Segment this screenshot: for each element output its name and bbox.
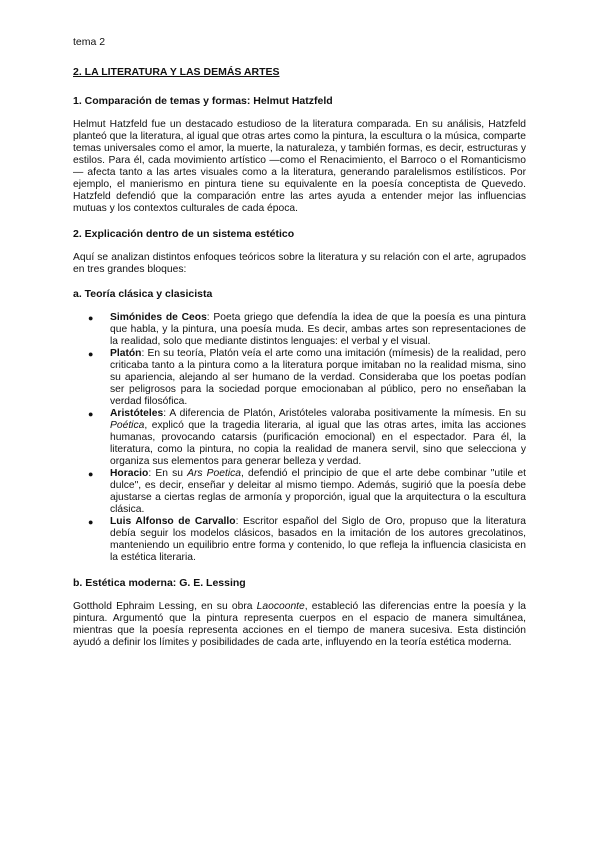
bullet-icon: ● — [88, 409, 94, 419]
lessing-text-before: Gotthold Ephraim Lessing, en su obra — [73, 601, 257, 612]
item-text-before: : A diferencia de Platón, Aristóteles valoraba positivamente la mímesis. En su — [163, 408, 526, 419]
bullet-icon: ● — [88, 313, 94, 323]
list-item-horacio — [73, 468, 526, 516]
lessing-paragraph — [73, 601, 526, 649]
section2-heading: 2. Explicación dentro de un sistema estético — [73, 228, 295, 240]
subsection-a-heading: a. Teoría clásica y clasicista — [73, 288, 213, 300]
bullet-icon: ● — [88, 517, 94, 527]
section1-paragraph: Helmut Hatzfeld fue un destacado estudioso de la literatura comparada. En su análisis, Hatzfeld planteó que la literatura, al igual que otras artes como la pintura, la escultura o la música, comparte temas universales como el amor, la muerte, la naturaleza, y también formas, es decir, estructuras y estilos. Para él, cada movimiento artístico —como el Renacimiento, el Barroco o el Romanticismo— afecta tanto a las artes visuales como a la literatura, generando paralelismos estilísticos. Por ejemplo, el manierismo en pintura tiene su equivalente en la poesía conceptista de Quevedo. Hatzfeld defendió que la comparación entre las artes ayuda a entender mejor las influencias mutuas y los contextos culturales de cada época. — [73, 119, 526, 214]
author-name: Horacio — [110, 468, 149, 479]
author-name: Luis Alfonso de Carvallo — [110, 516, 236, 527]
item-text: : En su teoría, Platón veía el arte como una imitación (mímesis) de la realidad, pero criticaba tanto a la pintura como a la literatura porque imitaban no la realidad misma, sino su apariencia, alejando al ser humano de la verdad. Consideraba que los poetas podían ser peligrosos para la sociedad porque emocionaban al público, pero no enseñaban la verdad filosófica. — [110, 348, 526, 407]
document-title: 2. LA LITERATURA Y LAS DEMÁS ARTES — [73, 66, 280, 78]
lessing-text-after: , estableció las diferencias entre la poesía y la pintura. Argumentó que la pintura representa cuerpos en el espacio de manera simultánea, mientras que la poesía representa acciones en el tiempo de manera sucesiva. Esta distinción ayudó a definir los límites y posibilidades de cada arte, influyendo en la teoría estética moderna. — [73, 601, 526, 648]
bullet-icon: ● — [88, 469, 94, 479]
item-text-after: , explicó que la tragedia literaria, al igual que las otras artes, imita las acciones humanas, provocando catarsis (purificación emocional) en el espectador. Para él, la literatura, como la pintura, no copia la realidad de manera servil, sino que selecciona y organiza sus elementos para generar belleza y verdad. — [110, 420, 526, 467]
section2-intro: Aquí se analizan distintos enfoques teóricos sobre la literatura y su relación con el arte, agrupados en tres grandes bloques: — [73, 252, 526, 275]
author-name: Platón — [110, 348, 142, 359]
list-item-platon — [73, 348, 526, 408]
page-header: tema 2 — [73, 36, 106, 48]
document-page — [73, 36, 526, 661]
work-title: Ars Poetica — [187, 468, 242, 479]
list-item-aristoteles — [73, 408, 526, 468]
work-title: Poética — [110, 420, 145, 431]
subsection-b-heading: b. Estética moderna: G. E. Lessing — [73, 577, 246, 589]
item-text: : Poeta griego que defendía la idea de que la poesía es una pintura que habla, y la pintura, una poesía muda. Es decir, ambas artes son representaciones de la realidad, solo que mediante distintos lenguajes: el verbal y el visual. — [110, 312, 526, 347]
item-text-before: : En su — [148, 468, 188, 479]
item-text-after: , defendió el principio de que el arte debe combinar "utile et dulce", es decir, enseñar y deleitar al mismo tiempo. Además, sugirió que la poesía debe ajustarse a ciertas reglas de armonía y proporción, igual que la arquitectura o la escultura clásica. — [110, 468, 526, 515]
classical-theory-list — [73, 312, 526, 564]
item-text: : Escritor español del Siglo de Oro, propuso que la literatura debía seguir los modelos clásicos, basados en la imitación de los autores grecolatinos, manteniendo un equilibrio entre forma y contenido, lo que refleja la influencia clasicista en la estética literaria. — [110, 516, 526, 563]
bullet-icon: ● — [88, 349, 94, 359]
author-name: Simónides de Ceos — [110, 312, 207, 323]
section1-heading: 1. Comparación de temas y formas: Helmut Hatzfeld — [73, 95, 333, 107]
list-item-carvallo — [73, 516, 526, 564]
work-title: Laocoonte — [256, 601, 305, 612]
list-item-simonides — [73, 312, 526, 348]
author-name: Aristóteles — [110, 408, 164, 419]
